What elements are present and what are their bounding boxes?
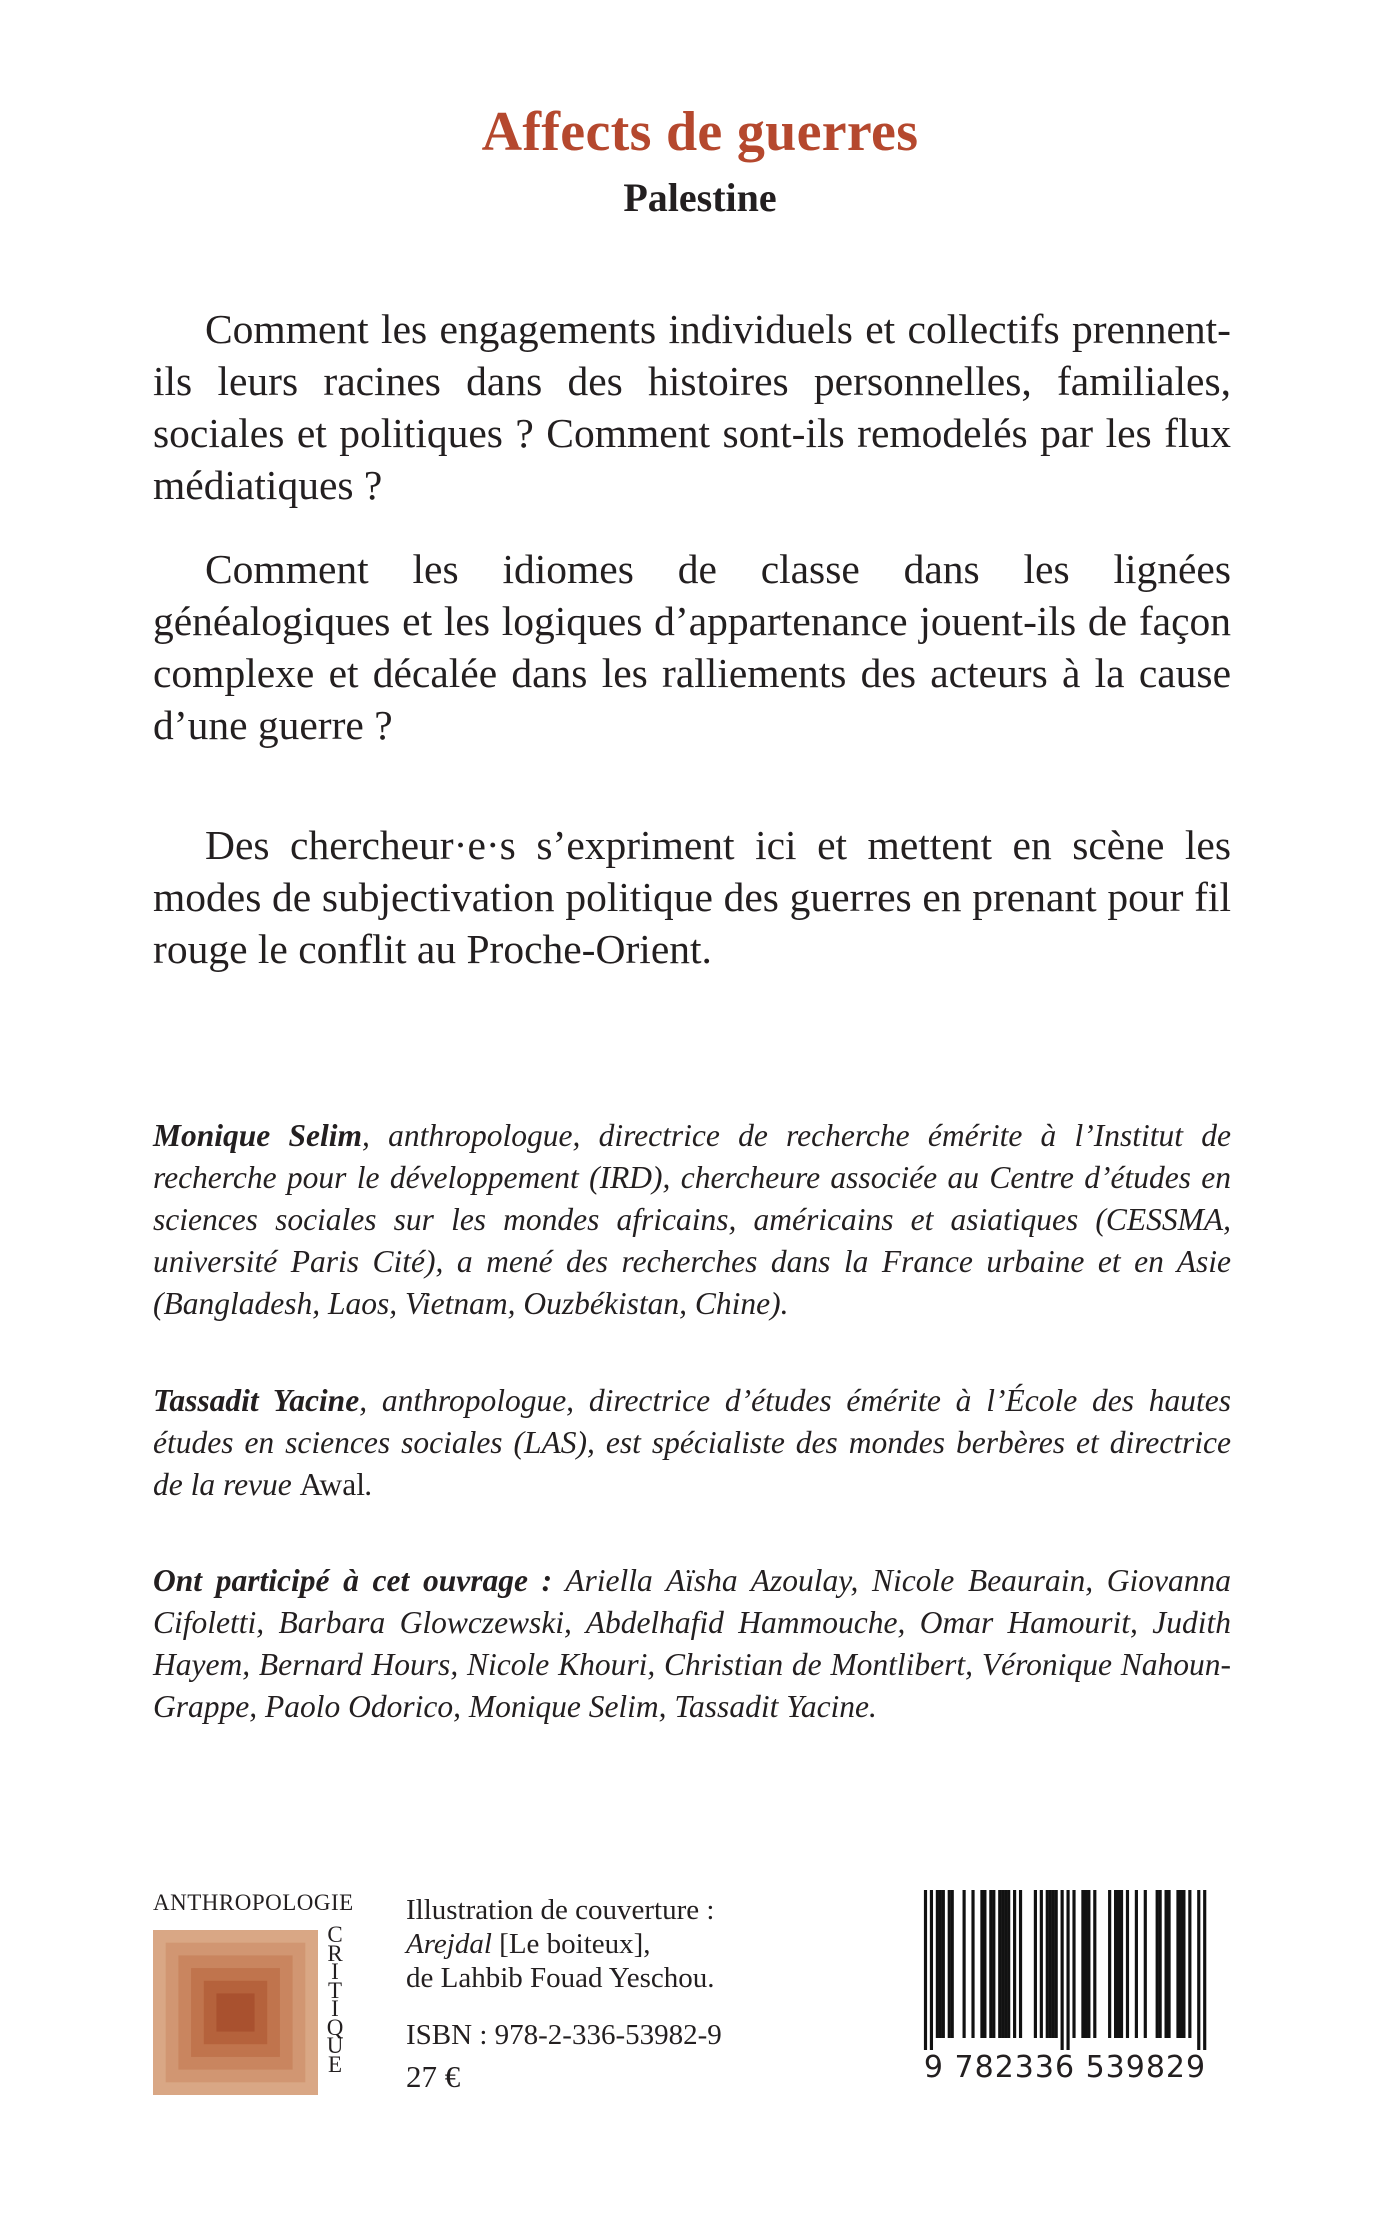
blurb-paragraph-1: Comment les engagements individuels et collectifs prennent-ils leurs racines dans des histoires personnelles, familiales, sociales et politiques ? Comment sont-ils remodelés par les flux médiatiques ? bbox=[153, 306, 1231, 508]
barcode-bar bbox=[1066, 1890, 1069, 2050]
artwork-credit bbox=[406, 1927, 651, 1961]
barcode-bar bbox=[1176, 1890, 1179, 2038]
journal-name: Awal bbox=[299, 1467, 365, 1502]
barcode-bar bbox=[1052, 1890, 1055, 2038]
barcode-bar bbox=[930, 1890, 933, 2050]
barcode-bar bbox=[1013, 1890, 1016, 2038]
barcode-bar bbox=[1182, 1890, 1185, 2038]
barcode-bar bbox=[1165, 1890, 1168, 2038]
author-text-yacine-end: . bbox=[365, 1467, 373, 1502]
barcode-bar bbox=[1046, 1890, 1049, 2038]
isbn: ISBN : 978-2-336-53982-9 bbox=[406, 2019, 722, 2051]
barcode-bar bbox=[1144, 1890, 1147, 2038]
barcode-bar bbox=[1034, 1890, 1037, 2038]
barcode-bar bbox=[1055, 1890, 1058, 2038]
illustration-credit-label: Illustration de couverture : bbox=[406, 1894, 715, 1926]
barcode-bar bbox=[924, 1890, 927, 2050]
barcode-bar bbox=[1120, 1890, 1123, 2038]
contributors-list: Ariella Aïsha Azoulay, Nicole Beaurain, Giovanna Cifoletti, Barbara Glowczewski, Abdelhafid Hammouche, Omar Hamourit, Judith Hayem, Bernard Hours, Nicole Khouri, Christian de Montlibert, Véronique Nahoun-Grappe, Paolo Odorico, Monique Selim, Tassadit Yacine. bbox=[153, 1563, 1231, 1724]
contributors bbox=[153, 1560, 1231, 1728]
series-letter-1: R bbox=[327, 1940, 343, 1966]
series-letter-7: E bbox=[327, 2051, 343, 2077]
barcode-bar bbox=[998, 1890, 1001, 2038]
barcode-bar bbox=[1049, 1890, 1052, 2038]
barcode-bar bbox=[1126, 1890, 1129, 2038]
barcode-bar bbox=[1114, 1890, 1117, 2038]
barcode-bar bbox=[1087, 1890, 1090, 2038]
book-title: Affects de guerres bbox=[481, 101, 919, 163]
series-letter-4: I bbox=[331, 1996, 339, 2021]
barcode bbox=[915, 1890, 1215, 2086]
series-logo-squares bbox=[153, 1930, 318, 2095]
barcode-bar bbox=[1167, 1890, 1170, 2038]
barcode-digits: 9 782336 539829 bbox=[923, 2050, 1207, 2085]
barcode-bar bbox=[1179, 1890, 1182, 2038]
barcode-bar bbox=[1004, 1890, 1007, 2038]
series-name-top: ANTHROPOLOGIE bbox=[153, 1890, 354, 1915]
contributors-label: Ont participé à cet ouvrage : bbox=[153, 1563, 553, 1598]
barcode-bar bbox=[1188, 1890, 1191, 2038]
author-name-selim: Monique Selim bbox=[153, 1118, 363, 1153]
book-subtitle: Palestine bbox=[623, 175, 777, 220]
barcode-bar bbox=[983, 1890, 986, 2038]
barcode-bar bbox=[1108, 1890, 1111, 2038]
series-letter-2: I bbox=[331, 1959, 339, 1984]
barcode-bar bbox=[980, 1890, 983, 2038]
barcode-bar bbox=[1019, 1890, 1022, 2038]
barcode-bar bbox=[1001, 1890, 1004, 2038]
barcode-bar bbox=[1156, 1890, 1159, 2038]
price: 27 € bbox=[406, 2059, 461, 2094]
barcode-bar bbox=[1117, 1890, 1120, 2038]
barcode-bar bbox=[971, 1890, 974, 2038]
blurb-paragraph-2: Comment les idiomes de classe dans les lignées généalogiques et les logiques d’appartenance jouent-ils de façon complexe et décalée dans les ralliements des acteurs à la cause d’une guerre ? bbox=[153, 546, 1231, 748]
blurb-paragraph-3: Des chercheur·e·s s’expriment ici et mettent en scène les modes de subjectivation politique des guerres en prenant pour fil rouge le conflit au Proche-Orient. bbox=[153, 822, 1231, 972]
author-bio-yacine bbox=[153, 1380, 1231, 1506]
barcode-bar bbox=[1081, 1890, 1084, 2038]
logo-square-5 bbox=[216, 1993, 254, 2031]
author-text-selim: , anthropologue, directrice de recherche émérite à l’Institut de recherche pour le développement (IRD), chercheure associée au Centre d’études en sciences sociales sur les mondes africains, américains et asiatiques (CESSMA, université Paris Cité), a mené des recherches dans la France urbaine et en Asie (Bangladesh, Laos, Vietnam, Ouzbékistan, Chine). bbox=[153, 1118, 1231, 1321]
barcode-bar bbox=[1203, 1890, 1206, 2050]
barcode-bar bbox=[1084, 1890, 1087, 2038]
barcode-bars bbox=[915, 1890, 1215, 2050]
barcode-bar bbox=[1072, 1890, 1075, 2038]
barcode-bar bbox=[939, 1890, 942, 2038]
series-name-vertical bbox=[326, 1922, 344, 2077]
artwork-title: Arejdal bbox=[406, 1928, 492, 1960]
barcode-bar bbox=[963, 1890, 966, 2038]
barcode-bar bbox=[1007, 1890, 1010, 2038]
series-letter-6: U bbox=[326, 2033, 344, 2058]
author-name-yacine: Tassadit Yacine bbox=[153, 1383, 360, 1418]
series-letter-3: T bbox=[327, 1977, 343, 2003]
barcode-bar bbox=[951, 1890, 954, 2038]
artwork-subtitle: [Le boiteux], bbox=[491, 1928, 651, 1960]
barcode-bar bbox=[1135, 1890, 1138, 2038]
barcode-bar bbox=[948, 1890, 951, 2038]
author-text-yacine: , anthropologue, directrice d’études émérite à l’École des hautes études en sciences sociales (LAS), est spécialiste des mondes berbères et directrice de la revue bbox=[153, 1383, 1231, 1502]
barcode-bar bbox=[1197, 1890, 1200, 2050]
series-letter-5: Q bbox=[326, 2014, 344, 2040]
barcode-bar bbox=[936, 1890, 939, 2038]
barcode-bar bbox=[1061, 1890, 1064, 2050]
barcode-bar bbox=[942, 1890, 945, 2038]
barcode-bar bbox=[1093, 1890, 1096, 2038]
barcode-bar bbox=[1159, 1890, 1162, 2038]
barcode-bar bbox=[992, 1890, 995, 2038]
barcode-bar bbox=[989, 1890, 992, 2038]
author-bio-selim bbox=[153, 1115, 1231, 1325]
series-letter-0: C bbox=[327, 1922, 343, 1947]
barcode-bar bbox=[1040, 1890, 1043, 2038]
artist-credit: de Lahbib Fouad Yeschou. bbox=[406, 1962, 715, 1994]
